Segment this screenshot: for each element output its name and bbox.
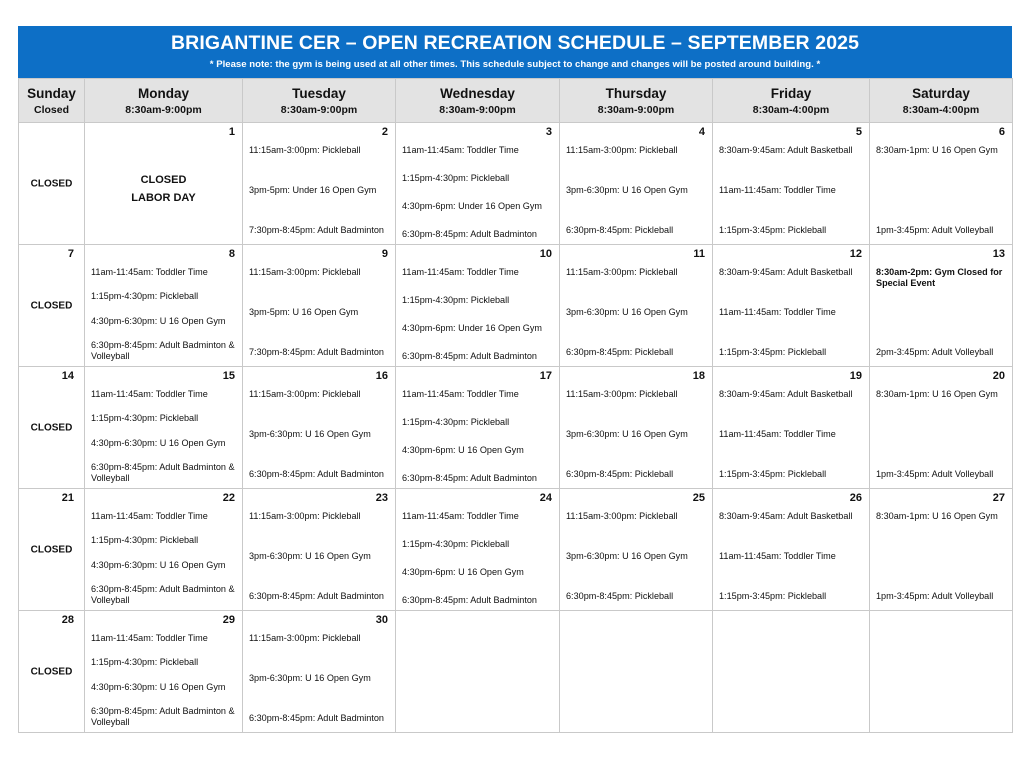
schedule-event: 11am-11:45am: Toddler Time	[719, 429, 836, 439]
event-list	[91, 633, 238, 728]
event-list	[249, 389, 391, 480]
schedule-event: 1:15pm-4:30pm: Pickleball	[91, 413, 199, 424]
schedule-event: 11am-11:45am: Toddler Time	[719, 307, 836, 317]
day-cell	[713, 245, 870, 367]
day-cell	[396, 123, 560, 245]
day-number: 2	[381, 126, 388, 138]
day-cell	[560, 245, 713, 367]
day-number: 5	[855, 126, 862, 138]
schedule-event: 3pm-6:30pm: U 16 Open Gym	[566, 307, 688, 317]
schedule-event: 3pm-6:30pm: U 16 Open Gym	[566, 185, 688, 195]
day-cell	[19, 367, 85, 489]
schedule-event: 4:30pm-6pm: Under 16 Open Gym	[402, 323, 543, 333]
event-list	[876, 511, 1008, 602]
weekday-name: Friday	[770, 85, 812, 101]
event-list	[249, 511, 391, 602]
closed-label: CLOSED	[30, 666, 73, 677]
schedule-event: 6:30pm-8:45pm: Adult Badminton	[249, 469, 384, 479]
weekday-header-row	[19, 79, 1013, 123]
day-number: 27	[992, 492, 1005, 504]
day-cell	[560, 489, 713, 611]
day-number: 4	[698, 126, 705, 138]
weekday-hours: 8:30am-9:00pm	[280, 103, 358, 116]
schedule-event: 11am-11:45am: Toddler Time	[91, 389, 208, 399]
day-number: 21	[61, 492, 74, 504]
schedule-event: 1:15pm-4:30pm: Pickleball	[402, 295, 510, 305]
day-number: 24	[539, 492, 552, 504]
day-number: 7	[67, 248, 74, 260]
schedule-event: 4:30pm-6:30pm: U 16 Open Gym	[91, 559, 226, 570]
day-number: 14	[61, 370, 74, 382]
weekday-name: Tuesday	[292, 85, 346, 101]
event-list	[719, 267, 865, 358]
schedule-event: 6:30pm-8:45pm: Adult Badminton	[402, 229, 537, 239]
day-cell	[19, 245, 85, 367]
schedule-event: 6:30pm-8:45pm: Adult Badminton & Volleyball	[91, 583, 235, 605]
week-row	[19, 245, 1013, 367]
schedule-event: 8:30am-9:45am: Adult Basketball	[719, 389, 853, 399]
event-list	[91, 511, 238, 606]
schedule-event: 6:30pm-8:45pm: Adult Badminton	[249, 713, 384, 723]
weekday-hours: 8:30am-4:00pm	[902, 103, 980, 116]
event-list	[402, 389, 555, 484]
schedule-sheet	[18, 26, 1012, 733]
day-cell	[85, 611, 243, 733]
holiday-line: LABOR DAY	[131, 192, 196, 204]
holiday-notice	[85, 171, 242, 207]
schedule-event: 1:15pm-3:45pm: Pickleball	[719, 469, 827, 479]
schedule-event: 8:30am-2pm: Gym Closed for Special Event	[876, 267, 1003, 288]
day-number: 13	[992, 248, 1005, 260]
event-list	[876, 389, 1008, 480]
schedule-event: 11:15am-3:00pm: Pickleball	[249, 389, 361, 399]
schedule-note: * Please note: the gym is being used at all other times. This schedule subject to change and changes will be posted around building. *	[209, 59, 821, 70]
closed-label: CLOSED	[30, 422, 73, 433]
day-number: 10	[539, 248, 552, 260]
schedule-event: 4:30pm-6:30pm: U 16 Open Gym	[91, 681, 226, 692]
day-cell	[713, 123, 870, 245]
week-row	[19, 489, 1013, 611]
day-number: 1	[228, 126, 235, 138]
weekday-header	[870, 79, 1013, 123]
day-cell	[19, 489, 85, 611]
schedule-event: 4:30pm-6pm: U 16 Open Gym	[402, 445, 524, 455]
event-list	[249, 267, 391, 358]
day-cell	[85, 123, 243, 245]
weekday-header	[85, 79, 243, 123]
schedule-event: 1pm-3:45pm: Adult Volleyball	[876, 469, 994, 479]
day-number: 30	[375, 614, 388, 626]
schedule-event: 6:30pm-8:45pm: Pickleball	[566, 347, 674, 357]
schedule-event: 11:15am-3:00pm: Pickleball	[566, 389, 678, 399]
calendar-weeks	[19, 123, 1013, 733]
schedule-event: 11am-11:45am: Toddler Time	[91, 633, 208, 643]
schedule-event: 1:15pm-4:30pm: Pickleball	[402, 417, 510, 427]
schedule-event: 3pm-6:30pm: U 16 Open Gym	[249, 673, 371, 683]
schedule-event: 11:15am-3:00pm: Pickleball	[249, 267, 361, 277]
schedule-event: 6:30pm-8:45pm: Adult Badminton	[402, 595, 537, 605]
page-title: BRIGANTINE CER – OPEN RECREATION SCHEDULE – SEPTEMBER 2025	[170, 32, 860, 54]
day-cell	[243, 367, 396, 489]
schedule-event: 11:15am-3:00pm: Pickleball	[249, 633, 361, 643]
schedule-event: 11am-11:45am: Toddler Time	[402, 389, 519, 399]
weekday-hours: 8:30am-9:00pm	[439, 103, 516, 116]
schedule-event: 6:30pm-8:45pm: Pickleball	[566, 225, 674, 235]
weekday-hours: Closed	[33, 103, 69, 116]
schedule-event: 1:15pm-3:45pm: Pickleball	[719, 347, 827, 357]
day-cell	[243, 489, 396, 611]
schedule-event: 8:30am-1pm: U 16 Open Gym	[876, 145, 998, 155]
weekday-name: Thursday	[605, 85, 667, 101]
schedule-event: 3pm-5pm: U 16 Open Gym	[249, 307, 359, 317]
schedule-event: 1:15pm-3:45pm: Pickleball	[719, 591, 827, 601]
weekday-header	[560, 79, 713, 123]
day-cell	[396, 611, 560, 733]
event-list	[566, 267, 708, 358]
schedule-event: 11am-11:45am: Toddler Time	[91, 267, 208, 277]
weekday-hours: 8:30am-4:00pm	[752, 103, 830, 116]
schedule-event: 6:30pm-8:45pm: Pickleball	[566, 591, 674, 601]
day-cell	[85, 245, 243, 367]
day-cell	[85, 489, 243, 611]
day-cell	[243, 123, 396, 245]
day-cell	[560, 611, 713, 733]
day-number: 25	[692, 492, 705, 504]
schedule-event: 8:30am-9:45am: Adult Basketball	[719, 145, 853, 155]
day-number: 28	[61, 614, 74, 626]
schedule-event: 1:15pm-3:45pm: Pickleball	[719, 225, 827, 235]
weekday-name: Sunday	[27, 85, 76, 101]
schedule-event: 11am-11:45am: Toddler Time	[402, 267, 519, 277]
event-list	[249, 145, 391, 236]
schedule-event: 1:15pm-4:30pm: Pickleball	[91, 535, 199, 546]
weekday-name: Wednesday	[440, 85, 515, 101]
event-list	[566, 389, 708, 480]
schedule-event: 6:30pm-8:45pm: Adult Badminton	[402, 473, 537, 483]
schedule-event: 11:15am-3:00pm: Pickleball	[249, 511, 361, 521]
schedule-event: 7:30pm-8:45pm: Adult Badminton	[249, 347, 384, 357]
event-list	[566, 511, 708, 602]
schedule-event: 4:30pm-6pm: U 16 Open Gym	[402, 567, 524, 577]
day-number: 6	[998, 126, 1005, 138]
schedule-event: 6:30pm-8:45pm: Adult Badminton & Volleyball	[91, 705, 235, 727]
week-row	[19, 367, 1013, 489]
schedule-event: 1:15pm-4:30pm: Pickleball	[91, 291, 199, 302]
schedule-event: 11:15am-3:00pm: Pickleball	[566, 267, 678, 277]
day-cell	[713, 489, 870, 611]
schedule-event: 4:30pm-6pm: Under 16 Open Gym	[402, 201, 543, 211]
day-cell	[870, 611, 1013, 733]
day-cell	[396, 367, 560, 489]
event-list	[719, 511, 865, 602]
day-cell	[19, 611, 85, 733]
schedule-event: 6:30pm-8:45pm: Adult Badminton & Volleyball	[91, 461, 235, 483]
week-row	[19, 123, 1013, 245]
title-banner	[18, 26, 1012, 78]
schedule-event: 1:15pm-4:30pm: Pickleball	[91, 657, 199, 668]
schedule-event: 4:30pm-6:30pm: U 16 Open Gym	[91, 437, 226, 448]
day-number: 23	[375, 492, 388, 504]
day-number: 26	[849, 492, 862, 504]
event-list	[719, 145, 865, 236]
schedule-event: 8:30am-1pm: U 16 Open Gym	[876, 389, 998, 399]
day-number: 16	[375, 370, 388, 382]
day-number: 18	[692, 370, 705, 382]
event-list	[91, 389, 238, 484]
holiday-line: CLOSED	[140, 174, 187, 186]
day-number: 20	[992, 370, 1005, 382]
schedule-event: 11am-11:45am: Toddler Time	[402, 511, 519, 521]
schedule-event: 6:30pm-8:45pm: Adult Badminton & Volleyball	[91, 339, 235, 361]
closed-label: CLOSED	[30, 300, 73, 311]
day-cell	[713, 611, 870, 733]
schedule-event: 8:30am-1pm: U 16 Open Gym	[876, 511, 998, 521]
schedule-event: 11am-11:45am: Toddler Time	[91, 511, 208, 521]
event-list	[249, 633, 391, 724]
weekday-hours: 8:30am-9:00pm	[597, 103, 675, 116]
schedule-event: 8:30am-9:45am: Adult Basketball	[719, 267, 853, 277]
weekday-header	[19, 79, 85, 123]
event-list	[876, 267, 1008, 358]
event-list	[876, 145, 1008, 236]
closed-label: CLOSED	[30, 544, 73, 555]
schedule-event: 3pm-6:30pm: U 16 Open Gym	[566, 551, 688, 561]
event-list	[402, 267, 555, 362]
schedule-event: 7:30pm-8:45pm: Adult Badminton	[249, 225, 384, 235]
day-cell	[870, 123, 1013, 245]
day-number: 8	[228, 248, 235, 260]
day-number: 22	[222, 492, 235, 504]
schedule-event: 11am-11:45am: Toddler Time	[719, 185, 836, 195]
day-cell	[870, 245, 1013, 367]
event-list	[402, 145, 555, 240]
schedule-event: 4:30pm-6:30pm: U 16 Open Gym	[91, 315, 226, 326]
weekday-name: Monday	[137, 85, 189, 101]
day-cell	[396, 245, 560, 367]
day-number: 3	[545, 126, 552, 138]
schedule-event: 3pm-6:30pm: U 16 Open Gym	[249, 429, 371, 439]
weekday-header	[713, 79, 870, 123]
day-cell	[713, 367, 870, 489]
schedule-event: 2pm-3:45pm: Adult Volleyball	[876, 347, 994, 357]
schedule-event: 3pm-6:30pm: U 16 Open Gym	[249, 551, 371, 561]
schedule-event: 3pm-6:30pm: U 16 Open Gym	[566, 429, 688, 439]
day-cell	[870, 489, 1013, 611]
event-list	[91, 267, 238, 362]
day-cell	[19, 123, 85, 245]
day-number: 19	[849, 370, 862, 382]
day-number: 11	[693, 248, 705, 260]
weekday-header	[243, 79, 396, 123]
schedule-event: 8:30am-9:45am: Adult Basketball	[719, 511, 853, 521]
closed-label: CLOSED	[30, 178, 73, 189]
schedule-event: 11am-11:45am: Toddler Time	[402, 145, 519, 155]
schedule-event: 11:15am-3:00pm: Pickleball	[249, 145, 361, 155]
day-cell	[560, 123, 713, 245]
day-cell	[243, 611, 396, 733]
weekday-header	[396, 79, 560, 123]
schedule-event: 6:30pm-8:45pm: Pickleball	[566, 469, 674, 479]
weekday-name: Saturday	[912, 85, 970, 101]
schedule-event: 6:30pm-8:45pm: Adult Badminton	[249, 591, 384, 601]
day-cell	[560, 367, 713, 489]
schedule-event: 3pm-5pm: Under 16 Open Gym	[249, 185, 377, 195]
schedule-event: 1:15pm-4:30pm: Pickleball	[402, 173, 510, 183]
week-row	[19, 611, 1013, 733]
day-cell	[870, 367, 1013, 489]
event-list	[719, 389, 865, 480]
day-cell	[396, 489, 560, 611]
schedule-event: 1pm-3:45pm: Adult Volleyball	[876, 591, 994, 601]
day-number: 9	[381, 248, 388, 260]
day-number: 12	[849, 248, 862, 260]
day-number: 17	[539, 370, 552, 382]
schedule-event: 1:15pm-4:30pm: Pickleball	[402, 539, 510, 549]
schedule-event: 6:30pm-8:45pm: Adult Badminton	[402, 351, 537, 361]
schedule-event: 1pm-3:45pm: Adult Volleyball	[876, 225, 994, 235]
day-number: 15	[222, 370, 235, 382]
event-list	[402, 511, 555, 606]
day-cell	[243, 245, 396, 367]
schedule-event: 11:15am-3:00pm: Pickleball	[566, 145, 678, 155]
weekday-hours: 8:30am-9:00pm	[125, 103, 202, 116]
day-cell	[85, 367, 243, 489]
schedule-event: 11am-11:45am: Toddler Time	[719, 551, 836, 561]
calendar-grid	[18, 78, 1013, 733]
day-number: 29	[222, 614, 235, 626]
schedule-event: 11:15am-3:00pm: Pickleball	[566, 511, 678, 521]
event-list	[566, 145, 708, 236]
